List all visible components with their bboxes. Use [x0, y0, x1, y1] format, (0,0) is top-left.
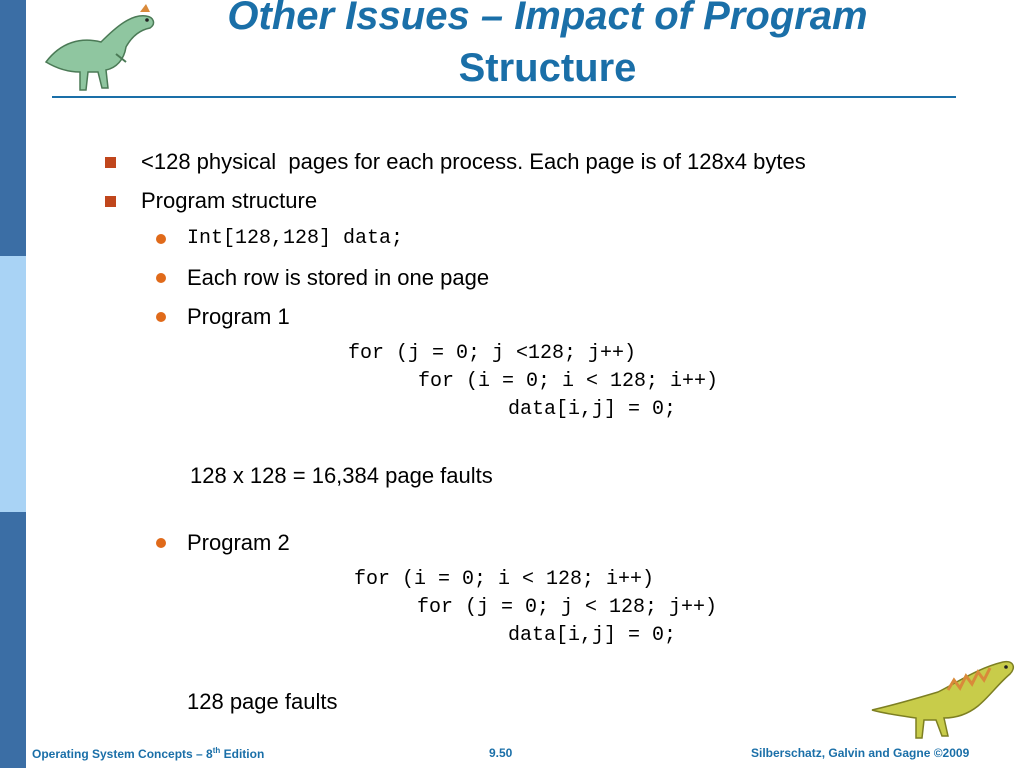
sidebar-segment-middle	[0, 256, 26, 512]
program2-result: 128 page faults	[187, 689, 338, 714]
footer-title-suffix: Edition	[220, 747, 265, 761]
round-bullet-icon	[156, 312, 166, 322]
sidebar-segment-top	[0, 0, 26, 256]
program1-code-line3: data[i,j] = 0;	[508, 398, 677, 421]
program2-code-line1: for (i = 0; i < 128; i++)	[354, 568, 655, 591]
bullet-program1: Program 1	[187, 304, 290, 329]
sidebar-stripe	[0, 0, 26, 768]
program2-code-line3: data[i,j] = 0;	[508, 624, 677, 647]
slide-title-line2: Structure	[458, 46, 637, 90]
square-bullet-icon	[105, 157, 116, 168]
program2-code-line2: for (j = 0; j < 128; j++)	[417, 596, 718, 619]
footer-book-title	[32, 746, 264, 761]
dinosaur-logo-bottom	[868, 654, 1018, 742]
bullet-physical-pages: <128 physical pages for each process. Each page is of 128x4 bytes	[141, 149, 806, 174]
bullet-row-storage: Each row is stored in one page	[187, 265, 490, 290]
slide-title-line1: Other Issues – Impact of Program	[227, 0, 868, 38]
slide-title	[120, 0, 975, 94]
program1-code-line1: for (j = 0; j <128; j++)	[348, 342, 637, 365]
square-bullet-icon	[105, 196, 116, 207]
round-bullet-icon	[156, 234, 166, 244]
bullet-program-structure: Program structure	[141, 188, 318, 213]
program1-code-line2: for (i = 0; i < 128; i++)	[418, 370, 719, 393]
sidebar-segment-bottom	[0, 512, 26, 768]
array-declaration: Int[128,128] data;	[187, 227, 404, 250]
round-bullet-icon	[156, 538, 166, 548]
footer-authors: Silberschatz, Galvin and Gagne ©2009	[751, 746, 970, 760]
program1-result: 128 x 128 = 16,384 page faults	[190, 463, 493, 488]
footer-page-number: 9.50	[489, 746, 513, 760]
round-bullet-icon	[156, 273, 166, 283]
bullet-program2: Program 2	[187, 530, 290, 555]
title-divider	[52, 96, 956, 98]
footer-title-prefix: Operating System Concepts – 8	[32, 747, 213, 761]
footer-title-sup: th	[212, 746, 221, 755]
